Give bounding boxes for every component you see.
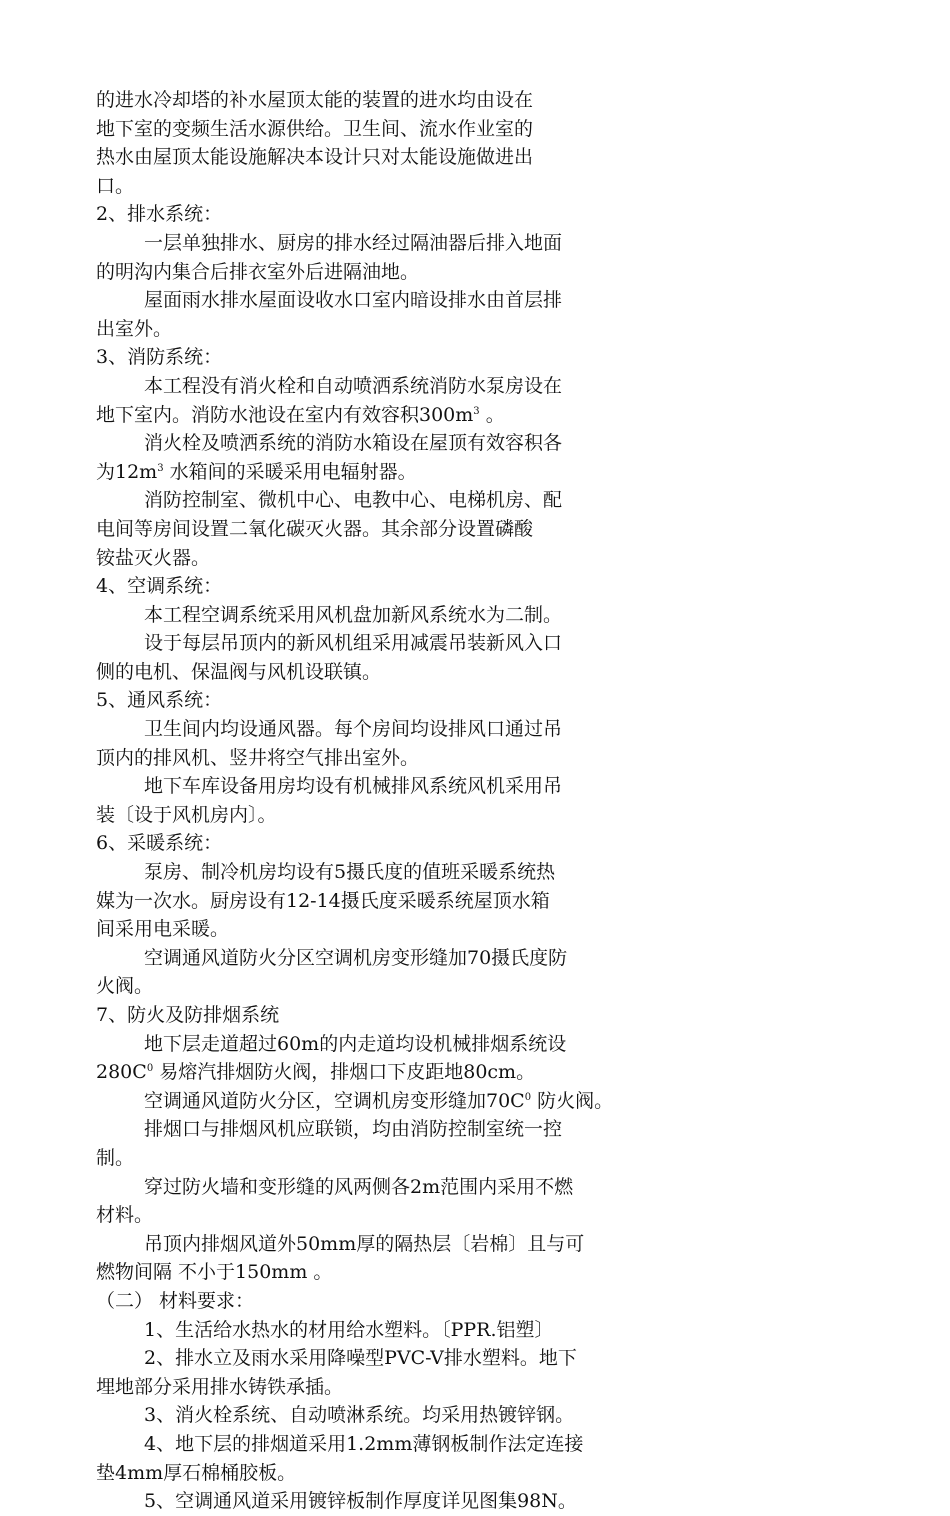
text-line: 消火栓及喷洒系统的消防水箱设在屋顶有效容积各 bbox=[144, 432, 563, 455]
text-line: 本工程空调系统采用风机盘加新风系统水为二制。 bbox=[144, 603, 563, 626]
document-body bbox=[96, 86, 871, 1516]
text-line: 5、通风系统： bbox=[96, 689, 223, 712]
text-line: $280C^0$ 易熔汽排烟防火阀，排烟口下皮距地80cm。 bbox=[96, 1061, 536, 1084]
text-line: 排烟口与排烟风机应联锁，均由消防控制室统一控 bbox=[144, 1118, 563, 1141]
text-line: 热水由屋顶太能设施解决本设计只对太能设施做进出 bbox=[96, 146, 534, 169]
text-line: 设于每层吊顶内的新风机组采用减震吊装新风入口 bbox=[144, 632, 563, 655]
text-line: 材料。 bbox=[96, 1204, 154, 1227]
text-line: 一层单独排水、厨房的排水经过隔油器后排入地面 bbox=[144, 231, 563, 254]
text-line: 屋面雨水排水屋面设收水口室内暗设排水由首层排 bbox=[144, 289, 563, 312]
text-line: 的进水冷却塔的补水屋顶太能的装置的进水均由设在 bbox=[96, 89, 534, 111]
text-line: 火阀。 bbox=[96, 975, 154, 998]
text-line: 地下室内。消防水池设在室内有效容积$300m^3$ 。 bbox=[96, 403, 505, 426]
text-line: 出室外。 bbox=[96, 317, 173, 340]
text-line: 顶内的排风机、竖井将空气排出室外。 bbox=[96, 746, 420, 769]
text-line: 空调通风道防火分区，空调机房变形缝加$70C^0$ 防火阀。 bbox=[144, 1089, 614, 1112]
text-line: （二） 材料要求： bbox=[96, 1289, 255, 1312]
text-line: 侧的电机、保温阀与风机设联镇。 bbox=[96, 660, 382, 683]
text-line: 铵盐灭火器。 bbox=[96, 546, 211, 569]
text-line: 2、排水立及雨水采用降噪型PVC-V排水塑料。地下 bbox=[144, 1347, 577, 1370]
text-line: 4、空调系统： bbox=[96, 575, 223, 598]
text-line: 3、消火栓系统、自动喷淋系统。均采用热镀锌钢。 bbox=[144, 1404, 575, 1427]
text-line: 卫生间内均设通风器。每个房间均设排风口通过吊 bbox=[144, 718, 563, 741]
text-line: 垫4mm厚石棉桶胶板。 bbox=[96, 1461, 297, 1484]
text-line: 消防控制室、微机中心、电教中心、电梯机房、配 bbox=[144, 489, 563, 512]
text-line: 制。 bbox=[96, 1146, 135, 1169]
text-line: 的明沟内集合后排衣室外后进隔油地。 bbox=[96, 260, 420, 283]
text-line: 地下层走道超过60m的内走道均设机械排烟系统设 bbox=[144, 1032, 567, 1055]
text-line: 空调通风道防火分区空调机房变形缝加70摄氏度防 bbox=[144, 946, 568, 969]
text-line: 穿过防火墙和变形缝的风两侧各2m范围内采用不燃 bbox=[144, 1175, 574, 1198]
text-line: 4、地下层的排烟道采用1.2mm薄钢板制作法定连接 bbox=[144, 1432, 584, 1455]
text-line: 6、采暖系统： bbox=[96, 832, 223, 855]
text-line: 7、防火及防排烟系统 bbox=[96, 1004, 280, 1026]
text-line: 埋地部分采用排水铸铁承插。 bbox=[96, 1375, 344, 1398]
text-line: 吊顶内排烟风道外50mm厚的隔热层〔岩棉〕且与可 bbox=[144, 1232, 585, 1255]
text-line: 装〔设于风机房内〕。 bbox=[96, 803, 277, 826]
text-line: 为$12m^3$ 水箱间的采暖采用电辐射器。 bbox=[96, 460, 417, 483]
text-line: 地下车库设备用房均设有机械排风系统风机采用吊 bbox=[144, 775, 563, 798]
text-line: 1、生活给水热水的材用给水塑料。〔PPR.铝塑〕 bbox=[144, 1318, 554, 1341]
text-line: 本工程没有消火栓和自动喷洒系统消防水泵房设在 bbox=[144, 374, 563, 397]
text-line: 泵房、制冷机房均设有5摄氏度的值班采暖系统热 bbox=[144, 861, 556, 884]
text-line: 5、空调通风道采用镀锌板制作厚度详见图集98N。 bbox=[144, 1490, 577, 1513]
text-line: 燃物间隔 不小于150mm 。 bbox=[96, 1261, 333, 1284]
text-line: 媒为一次水。厨房设有12-14摄氏度采暖系统屋顶水箱 bbox=[96, 889, 550, 912]
text-line: 口。 bbox=[96, 174, 135, 197]
text-line: 间采用电采暖。 bbox=[96, 918, 230, 941]
text-line: 3、消防系统： bbox=[96, 346, 223, 369]
text-line: 2、排水系统： bbox=[96, 203, 223, 226]
text-line: 地下室的变频生活水源供给。卫生间、流水作业室的 bbox=[96, 117, 534, 140]
text-line: 电间等房间设置二氧化碳灭火器。其余部分设置磷酸 bbox=[96, 517, 534, 540]
